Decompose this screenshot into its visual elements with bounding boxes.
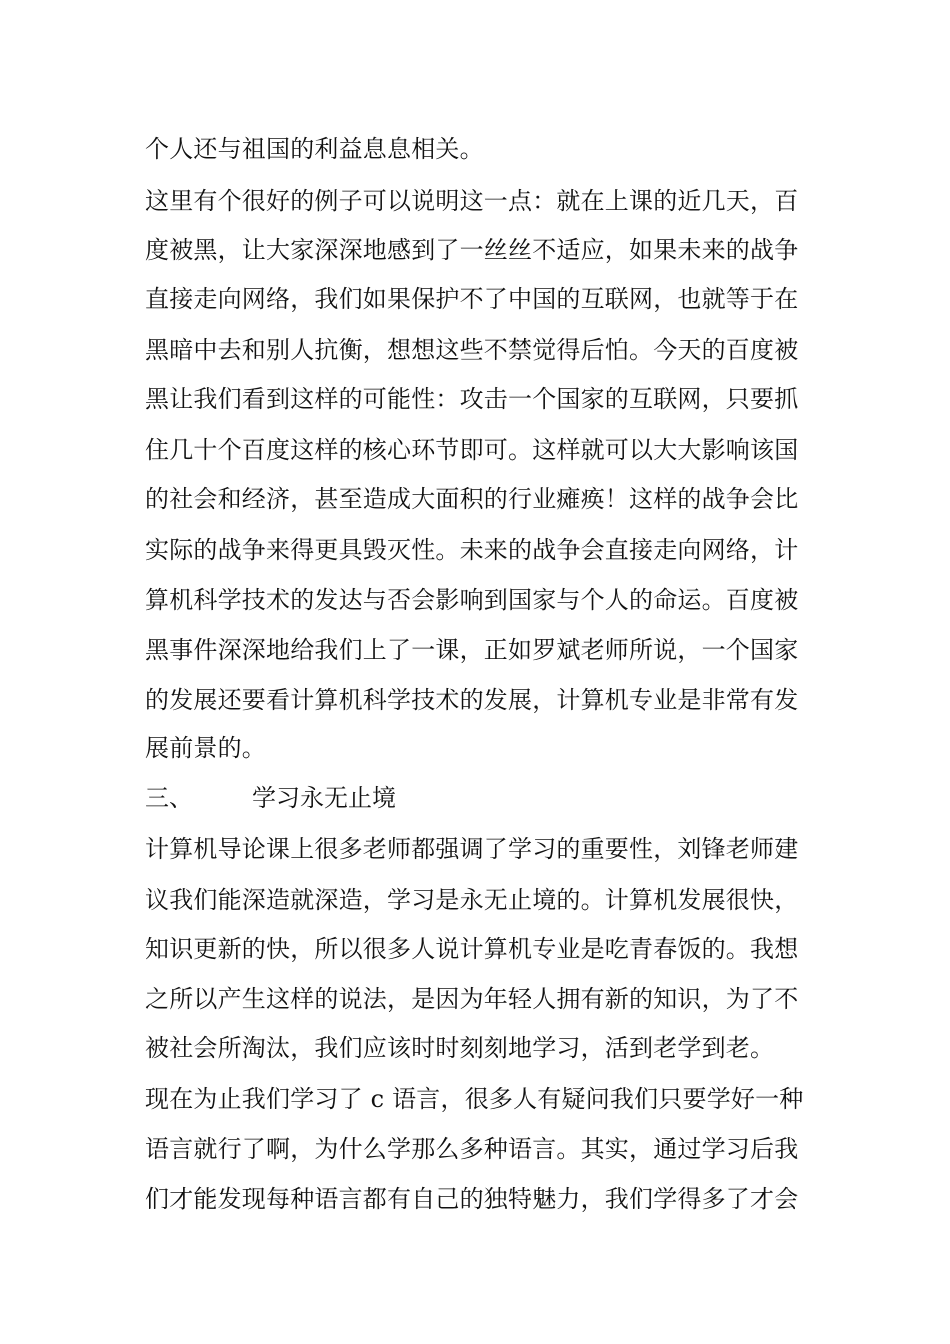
text-line: 度被黑，让大家深深地感到了一丝丝不适应，如果未来的战争 (145, 236, 799, 264)
text-line: 语言就行了啊，为什么学那么多种语言。其实，通过学习后我 (145, 1135, 799, 1163)
text-line: 直接走向网络，我们如果保护不了中国的互联网，也就等于在 (145, 285, 799, 313)
text-line: 实际的战争来得更具毁灭性。未来的战争会直接走向网络，计 (145, 536, 799, 564)
text-line: 的社会和经济，甚至造成大面积的行业瘫痪！这样的战争会比 (145, 485, 799, 513)
section-number: 三、 (145, 784, 193, 812)
text-line: 黑让我们看到这样的可能性：攻击一个国家的互联网，只要抓 (145, 385, 799, 413)
text-line: 现在为止我们学习了 c 语言，很多人有疑问我们只要学好一种 (145, 1085, 804, 1113)
text-line: 黑事件深深地给我们上了一课，正如罗斌老师所说，一个国家 (145, 636, 799, 664)
text-line: 知识更新的快，所以很多人说计算机专业是吃青春饭的。我想 (145, 935, 799, 963)
text-line: 住几十个百度这样的核心环节即可。这样就可以大大影响该国 (145, 436, 799, 464)
text-line: 算机科学技术的发达与否会影响到国家与个人的命运。百度被 (145, 586, 799, 614)
text-line: 这里有个很好的例子可以说明这一点：就在上课的近几天，百 (145, 187, 799, 215)
section-title: 学习永无止境 (252, 784, 396, 812)
text-line: 的发展还要看计算机科学技术的发展，计算机专业是非常有发 (145, 686, 799, 714)
text-line: 议我们能深造就深造，学习是永无止境的。计算机发展很快， (145, 886, 799, 914)
text-line: 个人还与祖国的利益息息相关。 (145, 135, 484, 163)
text-line: 展前景的。 (145, 734, 266, 762)
text-line: 们才能发现每种语言都有自己的独特魅力，我们学得多了才会 (145, 1185, 799, 1213)
text-line: 被社会所淘汰，我们应该时时刻刻地学习，活到老学到老。 (145, 1034, 775, 1062)
text-line: 之所以产生这样的说法，是因为年轻人拥有新的知识，为了不 (145, 985, 799, 1013)
text-line: 计算机导论课上很多老师都强调了学习的重要性，刘锋老师建 (145, 835, 799, 863)
text-line: 黑暗中去和别人抗衡，想想这些不禁觉得后怕。今天的百度被 (145, 336, 799, 364)
